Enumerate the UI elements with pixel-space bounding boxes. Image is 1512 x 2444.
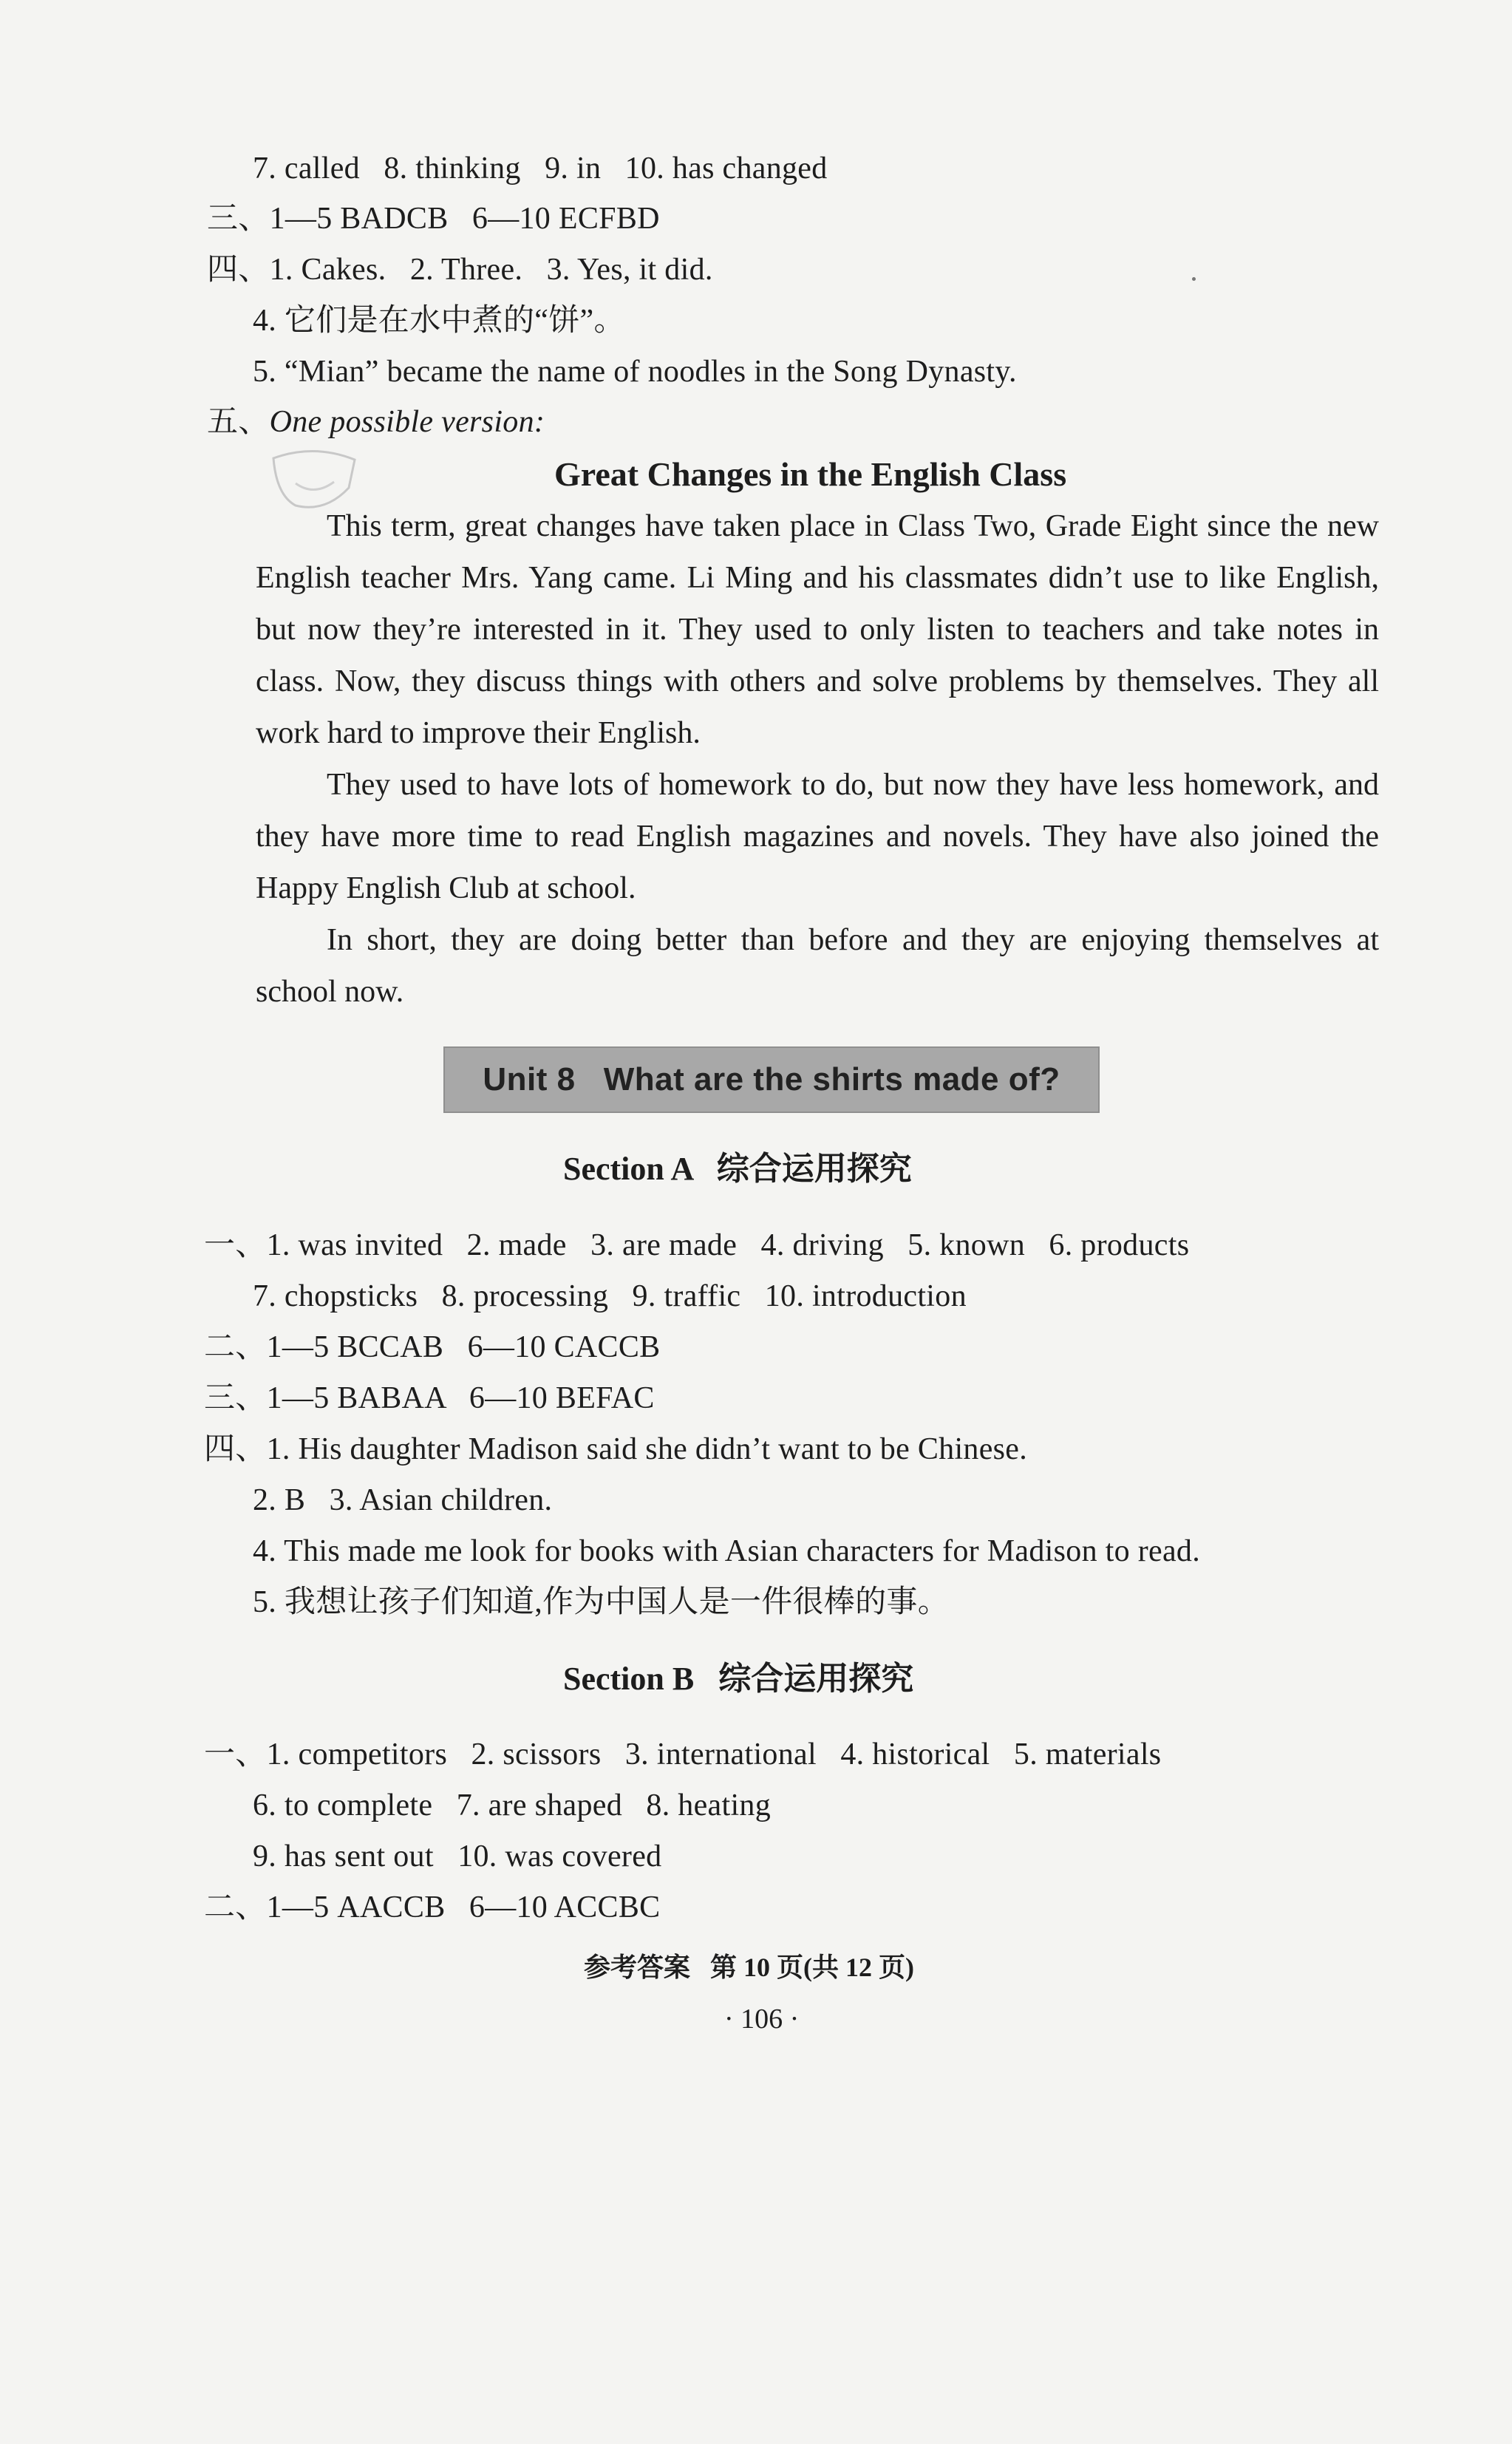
answer-line: 5. 我想让孩子们知道,作为中国人是一件很棒的事。	[253, 1585, 950, 1619]
answer-line: 四、1. Cakes. 2. Three. 3. Yes, it did.	[207, 253, 713, 287]
answer-line: 7. chopsticks 8. processing 9. traffic 10. introduction	[253, 1279, 967, 1313]
answer-line: 5. “Mian” became the name of noodles in the Song Dynasty.	[253, 355, 1017, 389]
essay-body	[256, 500, 1379, 1018]
essay-paragraph: This term, great changes have taken place in Class Two, Grade Eight since the new English teacher Mrs. Yang came. Li Ming and his classmates didn’t use to like English, but now they’re interested in it. They used to only listen to teachers and take notes in class. Now, they discuss things with others and solve problems by themselves. They all work hard to improve their English.	[256, 509, 1379, 750]
answer-line: 三、1—5 BABAA 6—10 BEFAC	[204, 1381, 655, 1415]
answer-line: 9. has sent out 10. was covered	[253, 1839, 662, 1873]
essay-paragraph: In short, they are doing better than before and they are enjoying themselves at school now.	[256, 923, 1379, 1009]
answer-line: 4. 它们是在水中煮的“饼”。	[253, 304, 625, 338]
section-b-heading: Section B 综合运用探究	[563, 1661, 914, 1697]
essay-title: Great Changes in the English Class	[554, 455, 1067, 493]
answer-line: 4. This made me look for books with Asian characters for Madison to read.	[253, 1534, 1201, 1568]
speck-decoration	[1192, 277, 1196, 281]
essay-marker: 五、	[207, 405, 270, 439]
answer-line: 四、1. His daughter Madison said she didn’t want to be Chinese.	[204, 1432, 1028, 1466]
answer-line: 2. B 3. Asian children.	[253, 1483, 553, 1517]
essay-label-row	[207, 401, 545, 443]
answer-line: 7. called 8. thinking 9. in 10. has changed	[253, 152, 828, 185]
footer-label: 参考答案 第 10 页(共 12 页)	[584, 1953, 914, 1982]
essay-label: One possible version:	[269, 405, 545, 439]
page-number: · 106 ·	[724, 2004, 800, 2035]
answer-line: 二、1—5 AACCB 6—10 ACCBC	[204, 1890, 661, 1924]
answer-line: 三、1—5 BADCB 6—10 ECFBD	[207, 202, 660, 236]
essay-paragraph: They used to have lots of homework to do, but now they have less homework, and they have more time to read English magazines and novels. They have also joined the Happy English Club at school.	[256, 768, 1379, 905]
answer-line: 6. to complete 7. are shaped 8. heating	[253, 1788, 772, 1822]
section-a-heading: Section A 综合运用探究	[563, 1151, 912, 1187]
unit-title-banner: Unit 8 What are the shirts made of?	[443, 1046, 1100, 1113]
answer-line: 一、1. competitors 2. scissors 3. international 4. historical 5. materials	[204, 1737, 1162, 1771]
answer-line: 二、1—5 BCCAB 6—10 CACCB	[204, 1330, 661, 1364]
answer-line: 一、1. was invited 2. made 3. are made 4. driving 5. known 6. products	[204, 1228, 1190, 1262]
